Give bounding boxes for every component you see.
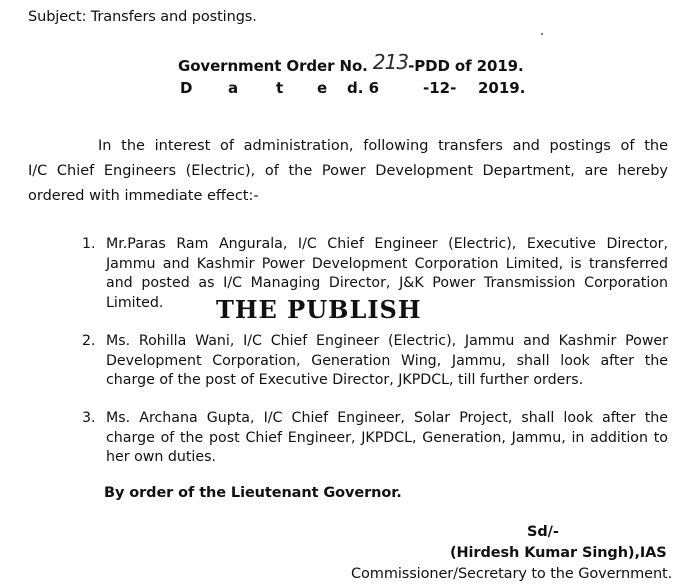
dated-year: 2019. [478,79,526,97]
intro-line: In the interest of administration, following transfers and postings of the [98,138,668,154]
order-suffix: -PDD of 2019. [408,57,524,75]
order-prefix: Government Order No. [178,57,368,75]
item-line: Ms. Archana Gupta, I/C Chief Engineer, Solar Project, shall look after the [106,410,668,426]
item-number: 1. [82,236,96,252]
order-title [178,50,524,75]
dated-letter: a [228,79,239,97]
subject-line: Subject: Transfers and postings. [28,9,257,25]
item-line: Ms. Rohilla Wani, I/C Chief Engineer (Electric), Jammu and Kashmir Power [106,333,668,349]
item-line: charge of the post Chief Engineer, JKPDCL, Generation, Jammu, in addition to [106,429,668,446]
intro-line: I/C Chief Engineers (Electric), of the Power Development Department, are hereby [28,163,668,179]
item-line: her own duties. [106,449,216,465]
dated-day: d. 6 [347,79,380,97]
signatory-name: (Hirdesh Kumar Singh),IAS [450,545,667,561]
by-order-line: By order of the Lieutenant Governor. [104,485,402,501]
item-line: Jammu and Kashmir Power Development Corporation Limited, is transferred [106,255,668,272]
dated-month: -12- [423,79,457,97]
item-line: and posted as I/C Managing Director, J&K Power Transmission Corporation [106,275,668,291]
dated-letter: D [180,79,193,97]
dated-letter: e [317,79,328,97]
watermark-stamp: THE PUBLISH [216,295,422,324]
intro-line: ordered with immediate effect:- [28,188,259,204]
item-line: Development Corporation, Generation Wing, Jammu, shall look after the [106,352,668,369]
dated-letter: t [276,79,284,97]
item-body [106,409,668,468]
intro-paragraph [28,134,668,209]
item-body [106,332,668,391]
signed-mark: Sd/- [527,524,559,540]
signatory-designation: Commissioner/Secretary to the Government. [351,566,673,582]
dated-line [180,79,525,97]
item-number: 2. [82,333,96,349]
item-line: charge of the post of Executive Director, JKPDCL, till further orders. [106,372,584,388]
item-number: 3. [82,410,96,426]
item-line: Mr.Paras Ram Angurala, I/C Chief Engineer (Electric), Executive Director, [106,236,668,252]
item-line: Limited. [106,294,164,311]
order-number-handwritten: 213 [372,50,409,74]
speck [541,33,543,35]
